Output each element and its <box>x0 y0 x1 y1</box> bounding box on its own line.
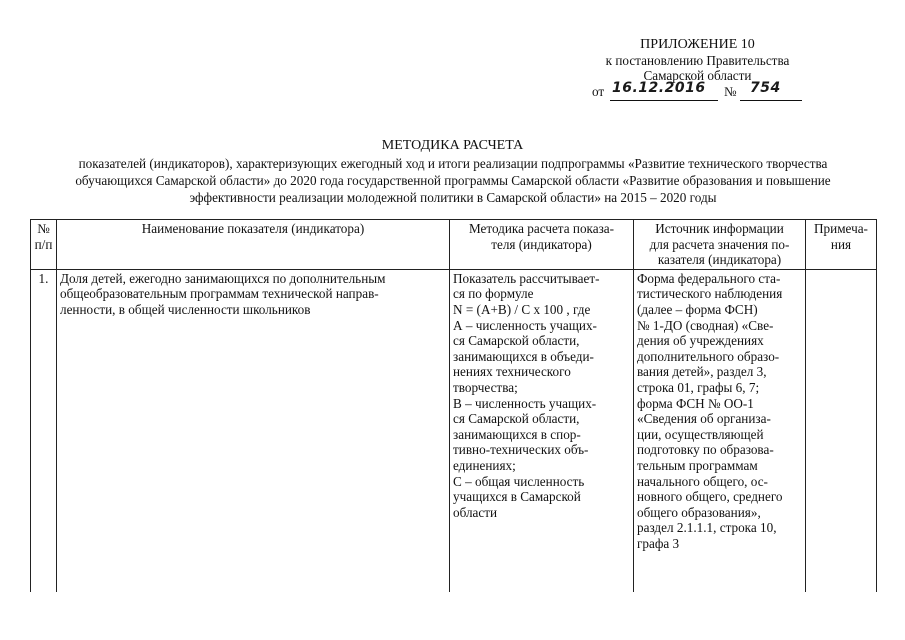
date-underline <box>610 100 718 101</box>
document-subheading: показателей (индикаторов), характеризующих ежегодный ход и итоги реализации подпрограммы «Развитие технического творчества обучающихся Самарской области» до 2020 года государственной программы Самарской области «Развитие образования и повышение эффективности реализации молодежной политики в Самарской области» на 2015 – 2020 годы <box>75 156 831 205</box>
document-heading: МЕТОДИКА РАСЧЕТА <box>381 138 524 153</box>
row-source: Форма федерального ста- тистического наблюдения (далее – форма ФСН) № 1-ДО (сводная) «Све- дения об учреждениях дополнительного образо- вания детей», раздел 3, строка 01, графы 6, 7; форма ФСН № ОО-1 «Сведения об организа- ции, осуществляющей подготовку по образова- тельным программам начального общего, ос- новного общего, среднего общего образования», раздел 2.1.1.1, строка 10, графа 3 <box>634 269 806 592</box>
row-num: 1. <box>31 269 57 592</box>
header-note: Примеча- ния <box>806 220 877 270</box>
row-note <box>806 269 877 592</box>
header-num: № п/п <box>31 220 57 270</box>
appendix-line-3: Самарской области <box>643 68 752 84</box>
from-label: от <box>592 83 605 99</box>
header-method: Методика расчета показа- теля (индикатора) <box>450 220 634 270</box>
row-indicator-name: Доля детей, ежегодно занимающихся по дополнительным общеобразовательным программам технической направ- ленности, в общей численности школьников <box>57 269 450 592</box>
appendix-block <box>590 37 805 102</box>
header-name: Наименование показателя (индикатора) <box>57 220 450 270</box>
indicator-table <box>30 219 877 592</box>
number-label: № <box>724 83 737 99</box>
table-row <box>31 269 877 592</box>
appendix-line-2: к постановлению Правительства <box>605 52 790 68</box>
table-header-row <box>31 220 877 270</box>
handwritten-number: 754 <box>750 79 781 96</box>
appendix-title: ПРИЛОЖЕНИЕ 10 <box>640 37 755 52</box>
appendix-date-row <box>590 79 805 102</box>
row-method: Показатель рассчитывает- ся по формуле N = (A+B) / C x 100 , где А – численность учащих- ся Самарской области, занимающихся в объеди- нениях технического творчества; В – численность учащих- ся Самарской области, занимающихся в спор- тивно-технических объ- единениях; С – общая численность учащихся в Самарской области <box>450 269 634 592</box>
number-underline <box>740 100 802 101</box>
header-source: Источник информации для расчета значения по- казателя (индикатора) <box>634 220 806 270</box>
handwritten-date: 16.12.2016 <box>612 79 706 96</box>
